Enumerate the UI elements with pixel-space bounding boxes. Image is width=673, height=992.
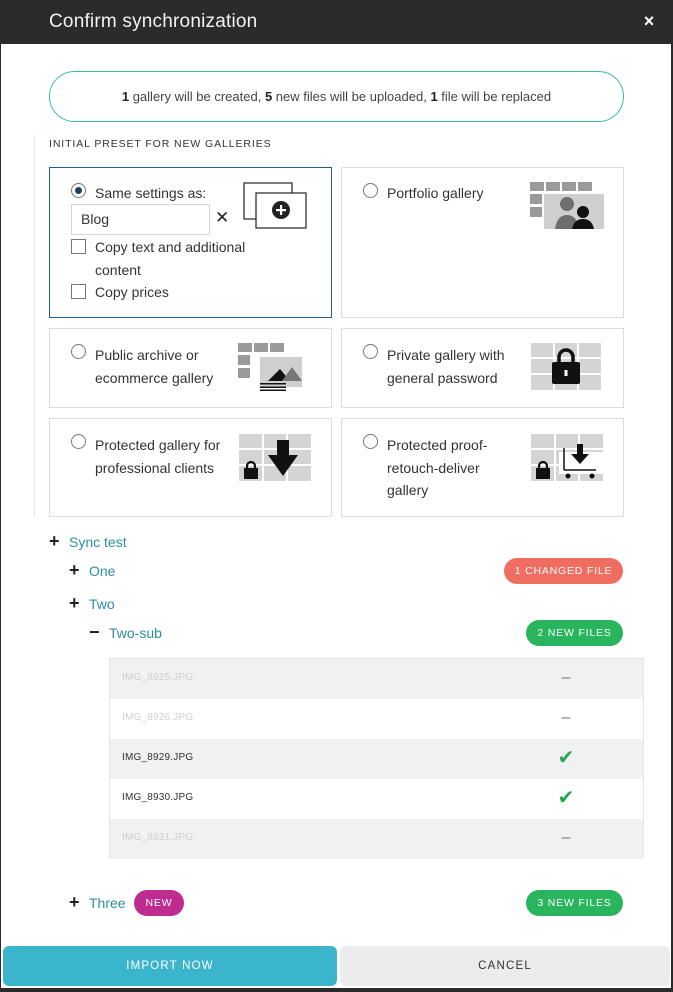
expand-icon[interactable]: + [69,892,80,912]
sync-summary [49,71,624,122]
new-files-badge: 3 NEW FILES [526,890,623,916]
public-archive-icon [238,343,304,391]
private-gallery-label: Private gallery with general password [387,347,505,386]
file-row [110,739,643,779]
duplicate-add-icon [242,181,308,231]
file-table [109,658,644,858]
folder-link-two-sub[interactable]: Two-sub [109,625,162,641]
file-row [110,819,643,859]
unchanged-icon: – [561,829,571,846]
folder-link-three[interactable]: Three [89,895,126,911]
new-folder-badge: NEW [134,890,184,916]
private-gallery-radio[interactable] [363,344,378,359]
preset-card-proof-retouch[interactable] [341,418,624,517]
folder-link-one[interactable]: One [89,563,116,579]
check-icon: ✔ [557,787,575,809]
file-row [110,779,643,819]
file-name: IMG_8925.JPG [122,672,194,683]
preset-card-same-settings[interactable] [49,167,332,318]
same-settings-radio[interactable] [71,183,86,198]
file-name: IMG_8929.JPG [122,752,194,763]
portfolio-icon [530,182,604,232]
expand-icon[interactable]: + [69,560,80,580]
proof-retouch-label: Protected proof-retouch-deliver gallery [387,437,488,498]
changed-file-badge: 1 CHANGED FILE [504,558,623,584]
preset-card-public-archive[interactable] [49,328,332,408]
file-name: IMG_8926.JPG [122,712,194,723]
preset-card-professional[interactable] [49,418,332,517]
clear-icon[interactable]: ✕ [215,208,230,227]
preset-card-private-gallery[interactable] [341,328,624,408]
portfolio-radio[interactable] [363,183,378,198]
copy-prices-checkbox[interactable] [71,284,86,299]
collapse-icon[interactable]: − [89,622,100,642]
tree-node-two [69,594,269,616]
same-settings-input[interactable]: Blog [71,204,210,235]
dialog-footer [1,944,671,988]
folder-link-sync-test[interactable]: Sync test [69,534,127,550]
unchanged-icon: – [561,669,571,686]
professional-label: Protected gallery for professional clients [95,437,221,476]
folder-link-two[interactable]: Two [89,596,115,612]
new-files-badge: 2 NEW FILES [526,620,623,646]
import-now-button[interactable]: IMPORT NOW [3,946,337,986]
tree-node-sync-test [49,532,249,554]
portfolio-label: Portfolio gallery [387,185,484,201]
replaced-text: file will be replaced [437,89,552,104]
download-lock-icon [239,434,311,482]
files-count: 5 [264,89,273,104]
file-row [110,659,643,699]
same-settings-label: Same settings as: [95,185,207,201]
proof-cart-icon [531,434,603,482]
tree-node-two-sub [89,623,289,645]
file-name: IMG_8930.JPG [122,792,194,803]
dialog-body [1,44,671,988]
gallery-count: 1 [121,89,130,104]
files-text: new files will be uploaded, [272,89,431,104]
copy-text-checkbox[interactable] [71,239,86,254]
gallery-text: gallery will be created, [129,89,265,104]
file-row [110,699,643,739]
lock-icon [531,343,601,391]
replaced-count: 1 [430,89,438,104]
copy-prices-label: Copy prices [95,284,169,300]
tree-guide-line [34,135,35,517]
dialog-title: Confirm synchronization [49,11,258,32]
expand-icon[interactable]: + [49,531,60,551]
proof-retouch-radio[interactable] [363,434,378,449]
expand-icon[interactable]: + [69,593,80,613]
unchanged-icon: – [561,709,571,726]
cancel-button[interactable]: CANCEL [340,946,670,986]
public-archive-radio[interactable] [71,344,86,359]
preset-card-portfolio[interactable] [341,167,624,318]
dialog-title-bar [0,0,673,44]
copy-text-label: Copy text and additional content [95,239,246,278]
check-icon: ✔ [557,747,575,769]
professional-radio[interactable] [71,434,86,449]
file-name: IMG_8931.JPG [122,832,194,843]
public-archive-label: Public archive or ecommerce gallery [95,347,214,386]
close-icon[interactable]: × [643,11,655,31]
preset-section-label: INITIAL PRESET FOR NEW GALLERIES [49,138,272,150]
tree-node-one [69,561,269,583]
